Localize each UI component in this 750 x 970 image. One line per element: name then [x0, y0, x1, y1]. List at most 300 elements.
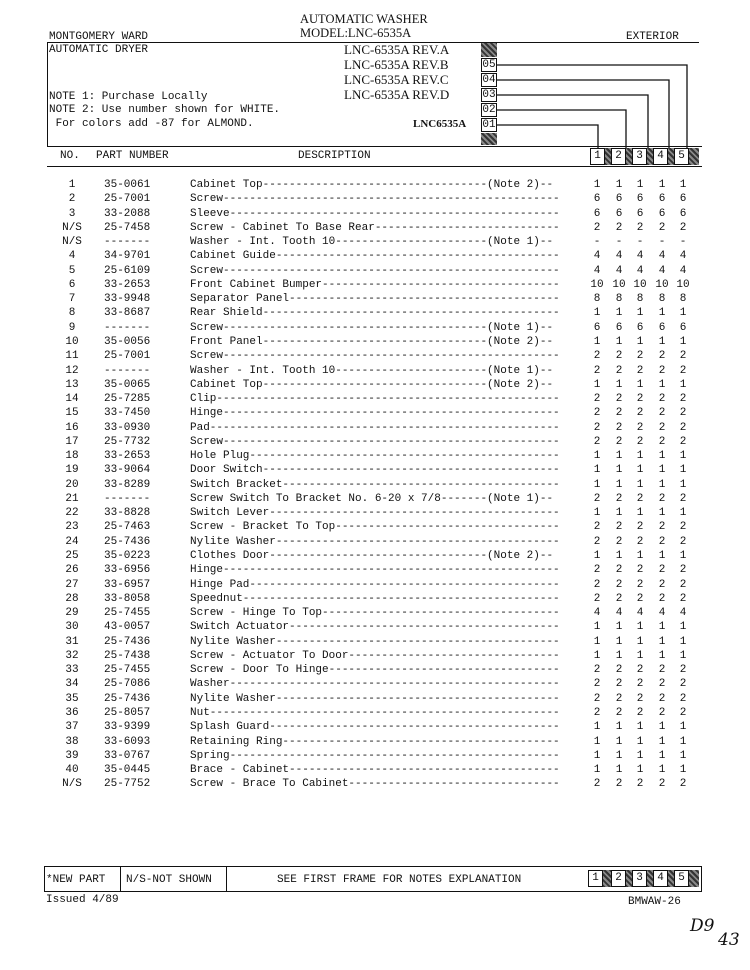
row-quantity-model-3: 2: [636, 435, 644, 448]
row-quantity-model-3: 6: [636, 193, 644, 206]
row-part-number: 25-7086: [104, 678, 151, 691]
row-description: Screw----------------------------------------(Note 1)--: [190, 321, 554, 334]
row-description: Spring--------------------------------------------------: [190, 749, 560, 762]
row-quantity-model-3: 2: [636, 592, 644, 605]
handwritten-note-1: D9: [690, 916, 715, 936]
row-item-number: 10: [65, 335, 79, 348]
row-quantity-model-2: 10: [612, 278, 626, 291]
row-part-number: 25-7455: [104, 664, 151, 677]
row-quantity-model-1: 8: [593, 293, 601, 306]
row-description: Front Cabinet Bumper------------------------------------: [190, 278, 560, 291]
row-quantity-model-4: 4: [658, 250, 666, 263]
row-quantity-model-5: 6: [679, 207, 687, 220]
table-row: [0, 306, 750, 320]
row-part-number: -------: [104, 321, 151, 334]
row-quantity-model-1: 2: [593, 592, 601, 605]
row-part-number: 33-2653: [104, 450, 151, 463]
row-quantity-model-4: 2: [658, 564, 666, 577]
row-description: Nylite Washer-------------------------------------------: [190, 692, 560, 705]
row-quantity-model-4: 2: [658, 350, 666, 363]
row-part-number: 35-0056: [104, 335, 151, 348]
model-col-5: 5: [674, 148, 689, 165]
table-row: [0, 663, 750, 677]
row-item-number: 19: [65, 464, 79, 477]
row-quantity-model-4: 1: [658, 378, 666, 391]
row-quantity-model-1: 1: [593, 635, 601, 648]
row-quantity-model-2: -: [615, 236, 623, 249]
table-row: [0, 777, 750, 791]
table-row: [0, 706, 750, 720]
row-part-number: 25-7436: [104, 635, 151, 648]
row-item-number: 22: [65, 507, 79, 520]
row-quantity-model-2: 2: [615, 421, 623, 434]
row-quantity-model-2: 2: [615, 664, 623, 677]
row-quantity-model-2: 6: [615, 193, 623, 206]
table-row: [0, 321, 750, 335]
code-box-01: 01: [482, 119, 496, 131]
row-item-number: 23: [65, 521, 79, 534]
table-row: [0, 278, 750, 292]
row-description: Hinge---------------------------------------------------: [190, 564, 560, 577]
row-quantity-model-5: 4: [679, 607, 687, 620]
table-row: [0, 292, 750, 306]
row-part-number: 33-9064: [104, 464, 151, 477]
row-part-number: 25-7732: [104, 435, 151, 448]
row-quantity-model-1: 6: [593, 321, 601, 334]
table-row: [0, 492, 750, 506]
row-quantity-model-3: 2: [636, 692, 644, 705]
table-row: [0, 563, 750, 577]
row-part-number: 25-7001: [104, 350, 151, 363]
code-box-04: 04: [482, 74, 496, 86]
row-quantity-model-3: 4: [636, 250, 644, 263]
row-part-number: 33-9399: [104, 721, 151, 734]
row-quantity-model-3: 10: [633, 278, 647, 291]
row-quantity-model-4: 2: [658, 393, 666, 406]
row-quantity-model-2: 6: [615, 207, 623, 220]
row-quantity-model-2: 4: [615, 250, 623, 263]
row-quantity-model-4: 4: [658, 607, 666, 620]
row-quantity-model-3: 1: [636, 649, 644, 662]
model-col-3: 3: [632, 148, 647, 165]
row-item-number: N/S: [62, 778, 82, 791]
row-quantity-model-5: 2: [679, 421, 687, 434]
row-quantity-model-2: 1: [615, 478, 623, 491]
row-quantity-model-1: 2: [593, 578, 601, 591]
row-quantity-model-1: 1: [593, 307, 601, 320]
row-quantity-model-2: 1: [615, 721, 623, 734]
row-quantity-model-4: 2: [658, 664, 666, 677]
table-row: [0, 192, 750, 206]
row-quantity-model-5: 1: [679, 550, 687, 563]
row-quantity-model-3: 1: [636, 635, 644, 648]
row-quantity-model-4: 2: [658, 706, 666, 719]
row-quantity-model-2: 1: [615, 550, 623, 563]
row-item-number: 12: [65, 364, 79, 377]
row-quantity-model-4: 2: [658, 578, 666, 591]
row-quantity-model-3: 2: [636, 706, 644, 719]
row-quantity-model-2: 2: [615, 678, 623, 691]
row-quantity-model-1: 1: [593, 464, 601, 477]
row-description: Clip----------------------------------------------------: [190, 393, 560, 406]
row-quantity-model-1: 2: [593, 692, 601, 705]
row-quantity-model-2: 8: [615, 293, 623, 306]
row-part-number: 33-6957: [104, 578, 151, 591]
row-quantity-model-5: 1: [679, 749, 687, 762]
row-quantity-model-4: 2: [658, 535, 666, 548]
table-row: [0, 620, 750, 634]
row-quantity-model-5: 4: [679, 264, 687, 277]
row-part-number: 35-0065: [104, 378, 151, 391]
row-item-number: 38: [65, 735, 79, 748]
row-quantity-model-4: 2: [658, 221, 666, 234]
row-quantity-model-3: 2: [636, 350, 644, 363]
table-row: [0, 335, 750, 349]
row-quantity-model-3: 2: [636, 564, 644, 577]
col-header-part-number: PART NUMBER: [96, 150, 169, 162]
row-quantity-model-5: 1: [679, 507, 687, 520]
row-part-number: 43-0057: [104, 621, 151, 634]
model-col-2: 2: [611, 148, 626, 165]
row-part-number: -------: [104, 492, 151, 505]
row-quantity-model-5: 1: [679, 464, 687, 477]
footer-model-col-3: 3: [632, 870, 647, 887]
row-quantity-model-2: 2: [615, 521, 623, 534]
row-quantity-model-5: 2: [679, 778, 687, 791]
row-quantity-model-2: 2: [615, 492, 623, 505]
row-part-number: 25-7752: [104, 778, 151, 791]
table-row: [0, 435, 750, 449]
row-quantity-model-5: 1: [679, 335, 687, 348]
row-part-number: 25-7455: [104, 607, 151, 620]
table-row: [0, 406, 750, 420]
row-description: Hinge Pad-----------------------------------------------: [190, 578, 560, 591]
row-quantity-model-5: 4: [679, 250, 687, 263]
row-quantity-model-4: 1: [658, 464, 666, 477]
footer-divider-1: [120, 866, 121, 892]
model-col-1: 1: [590, 148, 605, 165]
row-quantity-model-3: 1: [636, 478, 644, 491]
table-row: [0, 549, 750, 563]
row-quantity-model-5: 1: [679, 179, 687, 191]
row-quantity-model-1: 1: [593, 335, 601, 348]
row-item-number: 4: [68, 250, 76, 263]
model-col-shade-5: [689, 148, 699, 165]
row-quantity-model-1: 1: [593, 721, 601, 734]
row-quantity-model-2: 2: [615, 778, 623, 791]
row-item-number: 2: [68, 193, 76, 206]
row-part-number: 33-8058: [104, 592, 151, 605]
row-item-number: 20: [65, 478, 79, 491]
row-quantity-model-2: 1: [615, 635, 623, 648]
row-item-number: 25: [65, 550, 79, 563]
issued-date: Issued 4/89: [46, 894, 119, 906]
row-quantity-model-4: 2: [658, 778, 666, 791]
row-item-number: 40: [65, 764, 79, 777]
table-row: [0, 392, 750, 406]
row-part-number: 25-8057: [104, 706, 151, 719]
row-description: Hinge---------------------------------------------------: [190, 407, 560, 420]
footer-shade-1: [603, 870, 611, 887]
row-quantity-model-3: 2: [636, 421, 644, 434]
table-row: [0, 592, 750, 606]
row-quantity-model-2: 6: [615, 321, 623, 334]
row-quantity-model-4: 2: [658, 678, 666, 691]
table-row: [0, 506, 750, 520]
row-quantity-model-2: 1: [615, 179, 623, 191]
row-part-number: 25-7458: [104, 221, 151, 234]
row-description: Screw - Cabinet To Base Rear----------------------------: [190, 221, 560, 234]
row-quantity-model-3: 2: [636, 364, 644, 377]
row-quantity-model-5: 6: [679, 321, 687, 334]
table-row: [0, 635, 750, 649]
row-description: Screw---------------------------------------------------: [190, 435, 560, 448]
row-quantity-model-5: 2: [679, 521, 687, 534]
footer-not-shown: N/S-NOT SHOWN: [126, 874, 212, 886]
note-2-continued: For colors add -87 for ALMOND.: [49, 118, 254, 130]
row-quantity-model-4: 1: [658, 721, 666, 734]
row-quantity-model-1: 2: [593, 564, 601, 577]
row-quantity-model-2: 2: [615, 407, 623, 420]
row-quantity-model-4: 1: [658, 550, 666, 563]
row-description: Switch Actuator-----------------------------------------: [190, 621, 560, 634]
row-quantity-model-3: 4: [636, 264, 644, 277]
row-description: Washer--------------------------------------------------: [190, 678, 560, 691]
row-item-number: 32: [65, 649, 79, 662]
row-quantity-model-2: 1: [615, 735, 623, 748]
code-box-05: 05: [482, 59, 496, 71]
row-quantity-model-2: 2: [615, 692, 623, 705]
row-part-number: 33-8289: [104, 478, 151, 491]
row-quantity-model-5: 2: [679, 492, 687, 505]
row-description: Cabinet Top----------------------------------(Note 2)--: [190, 378, 554, 391]
column-header-bottom-rule: [47, 166, 702, 167]
row-part-number: 25-7436: [104, 535, 151, 548]
row-part-number: 25-7285: [104, 393, 151, 406]
row-quantity-model-1: 2: [593, 664, 601, 677]
row-item-number: 18: [65, 450, 79, 463]
revision-b: LNC-6535A REV.B: [344, 57, 449, 72]
row-item-number: 26: [65, 564, 79, 577]
footer-model-col-1: 1: [588, 870, 603, 887]
row-part-number: 34-9701: [104, 250, 151, 263]
column-header-top-rule: [47, 146, 702, 147]
code-box-03: 03: [482, 89, 496, 101]
row-quantity-model-4: 4: [658, 264, 666, 277]
row-quantity-model-5: 8: [679, 293, 687, 306]
row-quantity-model-5: 2: [679, 578, 687, 591]
row-quantity-model-4: 6: [658, 193, 666, 206]
row-quantity-model-5: 1: [679, 635, 687, 648]
row-item-number: 16: [65, 421, 79, 434]
row-item-number: 31: [65, 635, 79, 648]
row-quantity-model-1: 1: [593, 735, 601, 748]
row-quantity-model-3: 2: [636, 535, 644, 548]
row-item-number: 1: [68, 179, 76, 191]
row-quantity-model-2: 2: [615, 535, 623, 548]
row-quantity-model-1: 1: [593, 749, 601, 762]
row-description: Brace - Cabinet-----------------------------------------: [190, 764, 560, 777]
row-quantity-model-1: 1: [593, 764, 601, 777]
row-quantity-model-1: 4: [593, 250, 601, 263]
row-quantity-model-1: 6: [593, 207, 601, 220]
row-quantity-model-5: 2: [679, 535, 687, 548]
row-description: Clothes Door---------------------------------(Note 2)--: [190, 550, 554, 563]
row-quantity-model-3: 1: [636, 335, 644, 348]
col-header-description: DESCRIPTION: [298, 150, 371, 162]
row-description: Washer - Int. Tooth 10-----------------------(Note 1)--: [190, 364, 554, 377]
row-quantity-model-5: 10: [676, 278, 690, 291]
row-quantity-model-3: 1: [636, 550, 644, 563]
row-quantity-model-2: 2: [615, 350, 623, 363]
row-part-number: -------: [104, 364, 151, 377]
footer-explanation: SEE FIRST FRAME FOR NOTES EXPLANATION: [277, 874, 522, 886]
row-item-number: 28: [65, 592, 79, 605]
row-quantity-model-5: 1: [679, 735, 687, 748]
row-description: Separator Panel-----------------------------------------: [190, 293, 560, 306]
row-description: Switch Bracket------------------------------------------: [190, 478, 560, 491]
row-quantity-model-4: 1: [658, 735, 666, 748]
row-item-number: 3: [68, 207, 76, 220]
row-item-number: 15: [65, 407, 79, 420]
row-description: Rear Shield---------------------------------------------: [190, 307, 560, 320]
row-quantity-model-2: 1: [615, 335, 623, 348]
revision-d: LNC-6535A REV.D: [344, 87, 450, 102]
row-description: Hole Plug-----------------------------------------------: [190, 450, 560, 463]
row-part-number: 25-6109: [104, 264, 151, 277]
row-quantity-model-5: 2: [679, 435, 687, 448]
product-label: AUTOMATIC DRYER: [49, 44, 149, 56]
title-line-2: MODEL:LNC-6535A: [300, 26, 412, 40]
row-quantity-model-4: 1: [658, 507, 666, 520]
table-row: [0, 235, 750, 249]
row-quantity-model-5: 2: [679, 664, 687, 677]
row-item-number: 11: [65, 350, 79, 363]
row-quantity-model-3: 2: [636, 664, 644, 677]
row-quantity-model-3: 2: [636, 578, 644, 591]
row-quantity-model-4: 2: [658, 492, 666, 505]
row-quantity-model-5: 1: [679, 450, 687, 463]
row-quantity-model-1: 2: [593, 221, 601, 234]
row-description: Sleeve--------------------------------------------------: [190, 207, 560, 220]
row-quantity-model-2: 2: [615, 706, 623, 719]
row-description: Retaining Ring------------------------------------------: [190, 735, 560, 748]
row-quantity-model-1: 1: [593, 649, 601, 662]
row-quantity-model-5: 2: [679, 221, 687, 234]
row-quantity-model-2: 1: [615, 621, 623, 634]
table-row: [0, 449, 750, 463]
row-quantity-model-1: 2: [593, 706, 601, 719]
row-quantity-model-1: 4: [593, 264, 601, 277]
table-row: [0, 378, 750, 392]
row-quantity-model-2: 1: [615, 507, 623, 520]
row-part-number: 33-6093: [104, 735, 151, 748]
row-item-number: 30: [65, 621, 79, 634]
row-part-number: 33-7450: [104, 407, 151, 420]
row-quantity-model-2: 2: [615, 393, 623, 406]
table-row: [0, 606, 750, 620]
row-quantity-model-3: -: [636, 236, 644, 249]
row-quantity-model-3: 1: [636, 507, 644, 520]
table-row: [0, 520, 750, 534]
row-description: Splash Guard--------------------------------------------: [190, 721, 560, 734]
row-quantity-model-2: 1: [615, 307, 623, 320]
row-quantity-model-1: 2: [593, 435, 601, 448]
revision-c: LNC-6535A REV.C: [344, 72, 449, 87]
row-part-number: 25-7001: [104, 193, 151, 206]
note-1: NOTE 1: Purchase Locally: [49, 91, 208, 103]
row-part-number: 33-0930: [104, 421, 151, 434]
row-item-number: 8: [68, 307, 76, 320]
row-description: Screw---------------------------------------------------: [190, 350, 560, 363]
row-description: Screw - Door To Hinge-----------------------------------: [190, 664, 560, 677]
row-description: Screw - Brace To Cabinet--------------------------------: [190, 778, 560, 791]
row-item-number: 33: [65, 664, 79, 677]
document-code: BMWAW-26: [628, 896, 681, 908]
table-row: [0, 249, 750, 263]
row-quantity-model-2: 2: [615, 221, 623, 234]
row-quantity-model-1: 2: [593, 407, 601, 420]
row-item-number: 29: [65, 607, 79, 620]
row-quantity-model-4: 2: [658, 364, 666, 377]
row-quantity-model-4: 1: [658, 749, 666, 762]
footer-model-col-2: 2: [611, 870, 626, 887]
table-row: [0, 221, 750, 235]
table-row: [0, 735, 750, 749]
row-item-number: 27: [65, 578, 79, 591]
row-quantity-model-5: 2: [679, 706, 687, 719]
row-quantity-model-2: 2: [615, 564, 623, 577]
table-row: [0, 264, 750, 278]
row-quantity-model-2: 4: [615, 264, 623, 277]
table-row: [0, 763, 750, 777]
row-quantity-model-3: 2: [636, 407, 644, 420]
row-quantity-model-5: 2: [679, 350, 687, 363]
row-quantity-model-4: -: [658, 236, 666, 249]
row-part-number: 35-0223: [104, 550, 151, 563]
row-quantity-model-4: 1: [658, 179, 666, 191]
row-description: Cabinet Top----------------------------------(Note 2)--: [190, 179, 554, 191]
row-quantity-model-1: 2: [593, 364, 601, 377]
row-quantity-model-3: 2: [636, 492, 644, 505]
row-quantity-model-3: 2: [636, 393, 644, 406]
row-quantity-model-1: 10: [590, 278, 604, 291]
row-item-number: 9: [68, 321, 76, 334]
row-description: Speednut------------------------------------------------: [190, 592, 560, 605]
row-quantity-model-1: 1: [593, 550, 601, 563]
row-quantity-model-5: 1: [679, 721, 687, 734]
row-description: Screw---------------------------------------------------: [190, 264, 560, 277]
row-description: Washer - Int. Tooth 10-----------------------(Note 1)--: [190, 236, 554, 249]
row-quantity-model-2: 1: [615, 464, 623, 477]
row-quantity-model-2: 4: [615, 607, 623, 620]
row-quantity-model-3: 1: [636, 179, 644, 191]
row-quantity-model-4: 2: [658, 407, 666, 420]
row-description: Door Switch---------------------------------------------: [190, 464, 560, 477]
row-quantity-model-3: 1: [636, 450, 644, 463]
row-quantity-model-1: -: [593, 236, 601, 249]
row-quantity-model-5: 1: [679, 649, 687, 662]
row-quantity-model-4: 1: [658, 764, 666, 777]
row-description: Pad-----------------------------------------------------: [190, 421, 560, 434]
row-item-number: 24: [65, 535, 79, 548]
row-part-number: 35-0445: [104, 764, 151, 777]
row-item-number: 39: [65, 749, 79, 762]
revision-a: LNC-6535A REV.A: [344, 42, 450, 57]
row-quantity-model-3: 2: [636, 221, 644, 234]
row-quantity-model-4: 6: [658, 321, 666, 334]
table-row: [0, 749, 750, 763]
